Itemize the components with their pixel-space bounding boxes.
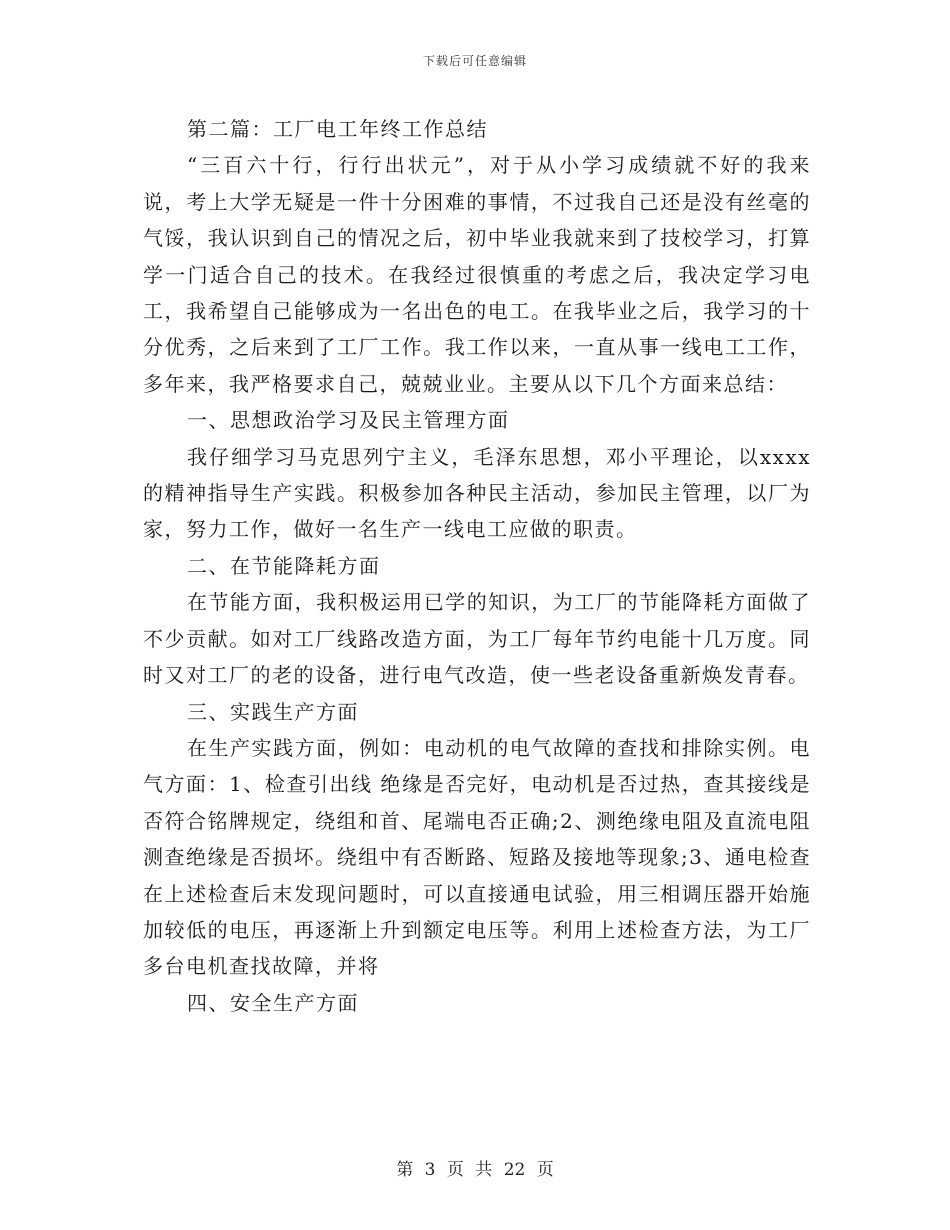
- page-number-footer: 第 3 页 共 22 页: [396, 1160, 554, 1180]
- page-header-note: 下载后可任意编辑: [422, 54, 527, 68]
- section-heading-safety: 四、安全生产方面: [187, 990, 359, 1015]
- paragraph-politics: 我仔细学习马克思列宁主义，毛泽东思想，邓小平理论，以xxxx的精神指导生产实践。积极参加各种民主活动，参加民主管理，以厂为家，努力工作，做好一名生产一线电工应做的职责。: [143, 444, 811, 542]
- section-heading-energy: 二、在节能降耗方面: [187, 553, 381, 578]
- document-body: [143, 111, 811, 1021]
- paragraph-intro: “三百六十行，行行出状元”，对于从小学习成绩就不好的我来说，考上大学无疑是一件十分困难的事情，不过我自己还是没有丝毫的气馁，我认识到自己的情况之后，初中毕业我就来到了技校学习，打算学一门适合自己的技术。在我经过很慎重的考虑之后，我决定学习电工，我希望自己能够成为一名出色的电工。在我毕业之后，我学习的十分优秀，之后来到了工厂工作。我工作以来，一直从事一线电工工作，多年来，我严格要求自己，兢兢业业。主要从以下几个方面来总结：: [143, 153, 811, 396]
- paragraph-energy: 在节能方面，我积极运用已学的知识，为工厂的节能降耗方面做了不少贡献。如对工厂线路改造方面，为工厂每年节约电能十几万度。同时又对工厂的老的设备，进行电气改造，使一些老设备重新焕发青春。: [143, 590, 811, 688]
- paragraph-production: 在生产实践方面，例如：电动机的电气故障的查找和排除实例。电气方面：1、检查引出线 绝缘是否完好，电动机是否过热，查其接线是否符合铭牌规定，绕组和首、尾端电否正确;2、测绝缘电阻及直流电阻 测查绝缘是否损坏。绕组中有否断路、短路及接地等现象;3、通电检查 在上述检查后末发现问题时，可以直接通电试验，用三相调压器开始施加较低的电压，再逐渐上升到额定电压等。利用上述检查方法，为工厂多台电机查找故障，并将: [143, 735, 811, 979]
- section-heading-production: 三、实践生产方面: [187, 699, 359, 724]
- section-heading-politics: 一、思想政治学习及民主管理方面: [187, 408, 510, 433]
- document-title: 第二篇：工厂电工年终工作总结: [187, 117, 488, 141]
